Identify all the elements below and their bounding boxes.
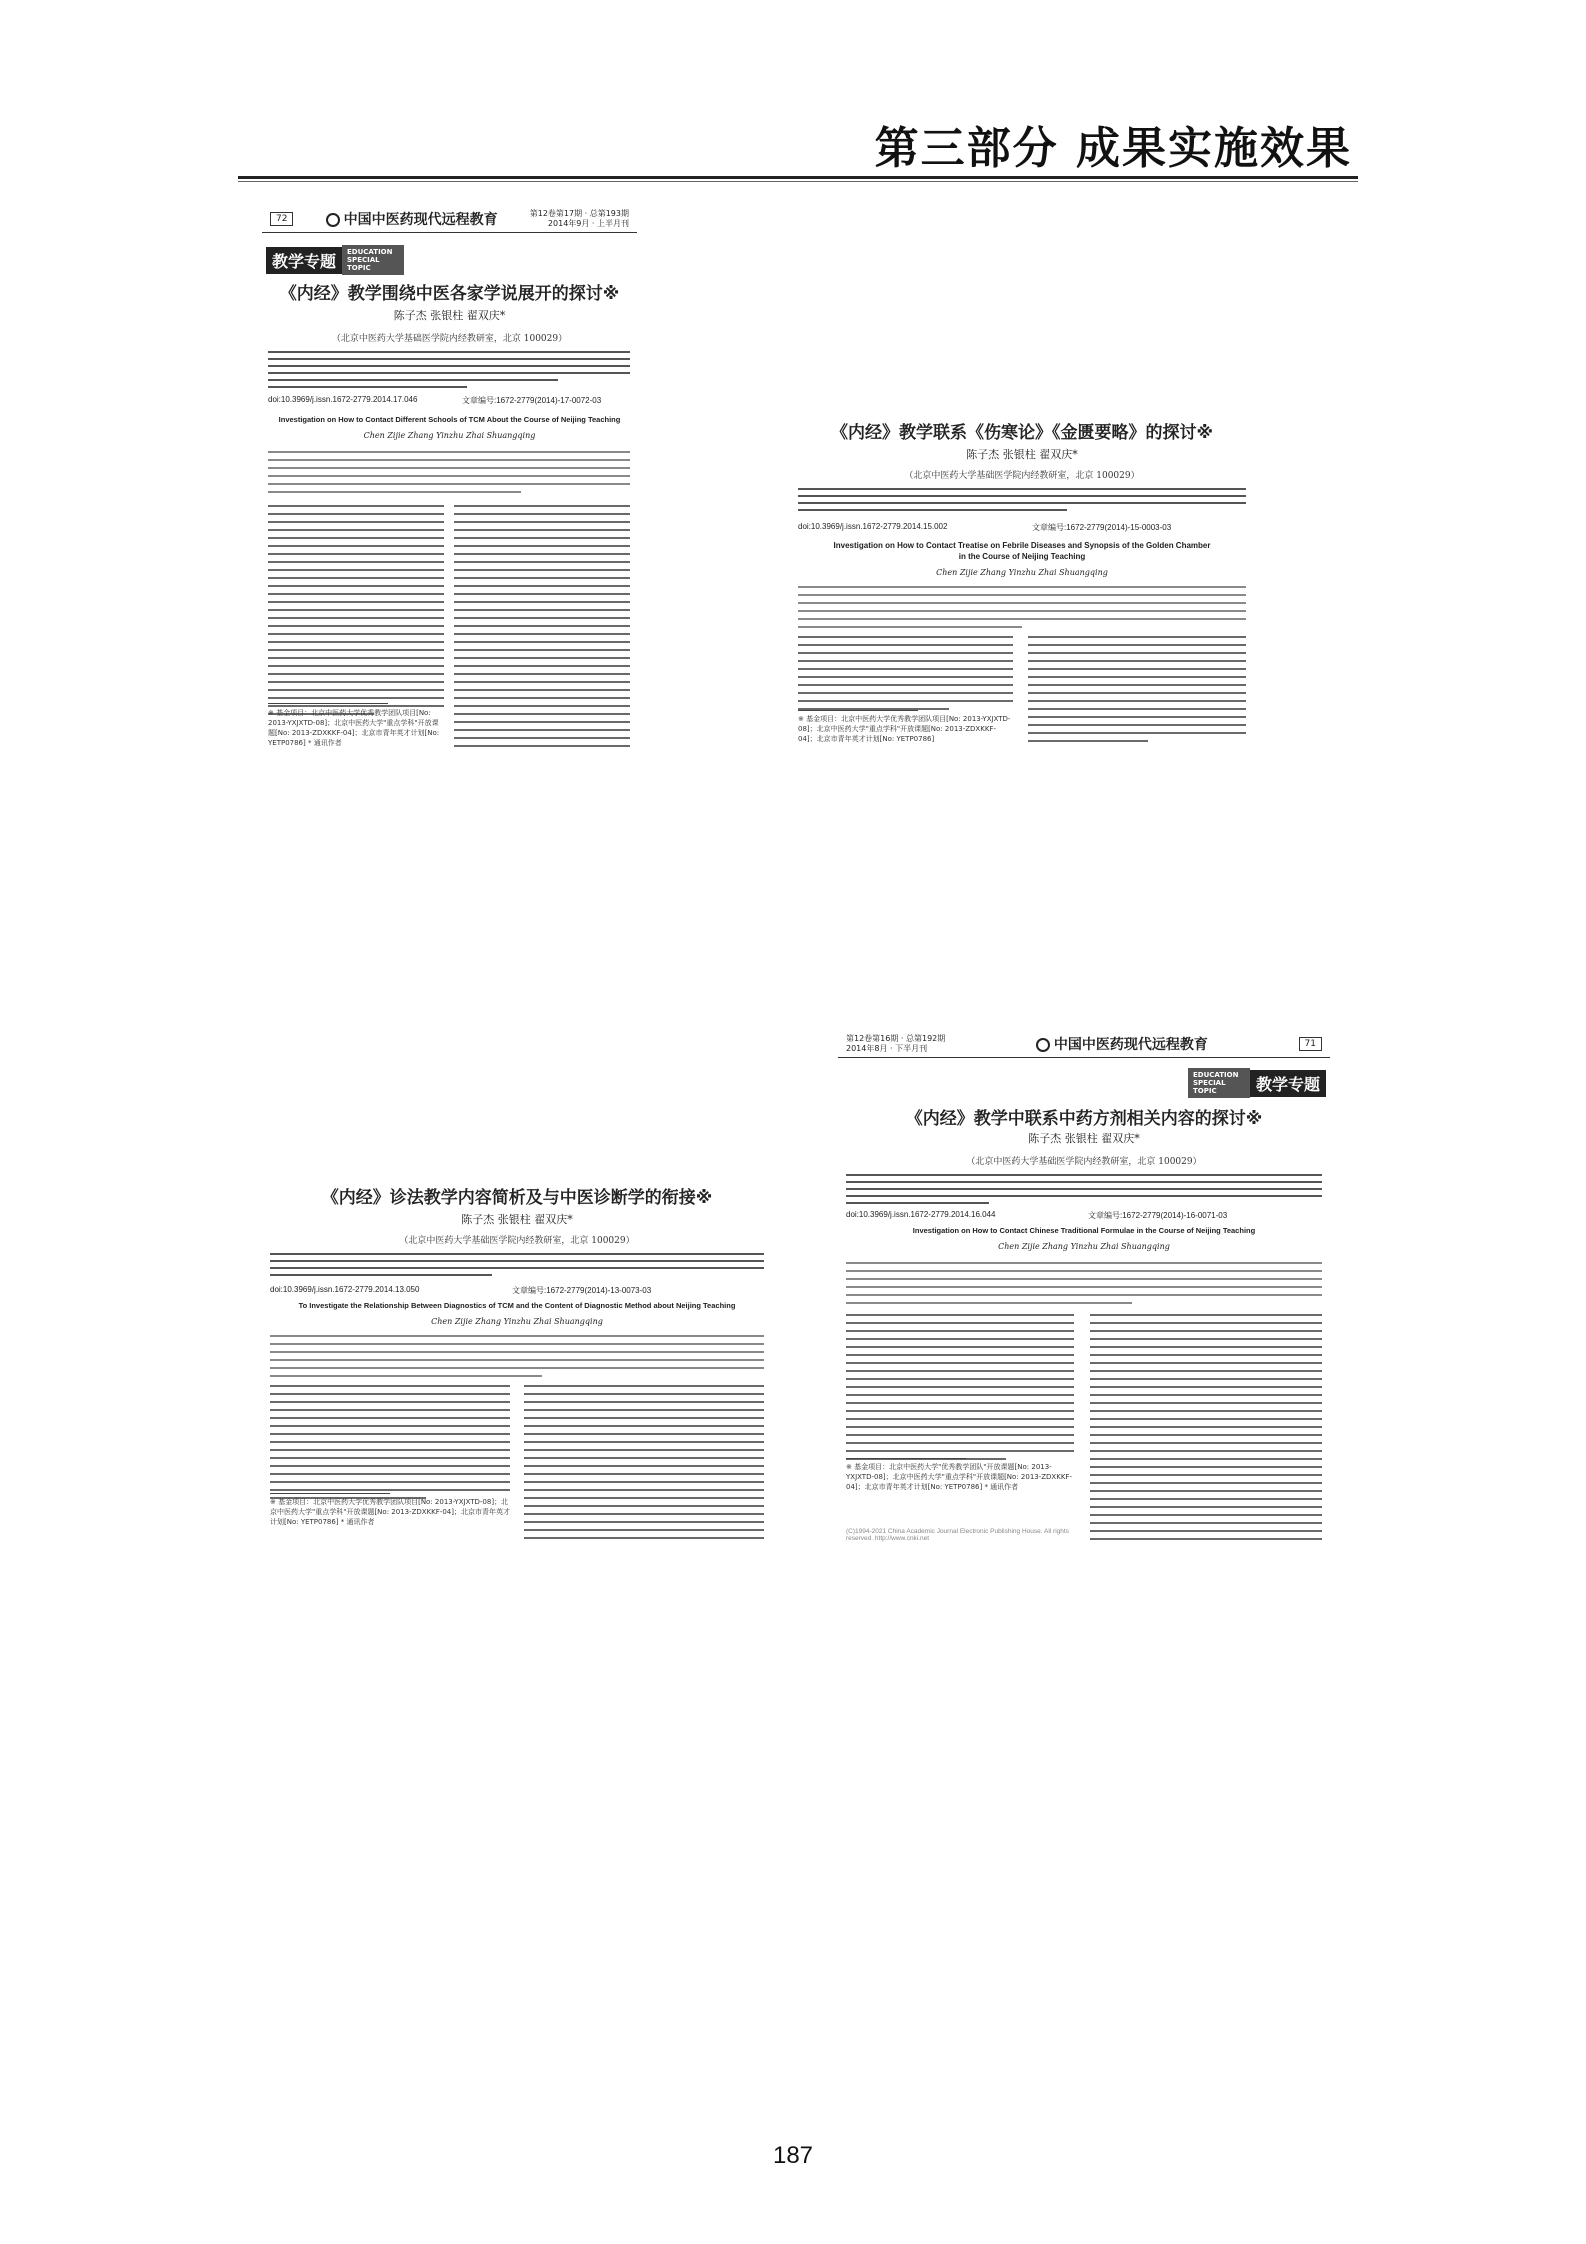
- english-abstract: [270, 1335, 764, 1383]
- english-abstract: [268, 451, 630, 499]
- header-divider-thin: [238, 181, 1358, 182]
- article-authors: 陈子杰 张银柱 翟双庆*: [393, 309, 506, 322]
- abstract-text: [268, 351, 630, 393]
- topic-tag-zh: 教学专题: [266, 247, 342, 274]
- article-id: 文章编号:1672-2779(2014)-13-0073-03: [512, 1286, 652, 1295]
- topic-tag: [1188, 1068, 1326, 1098]
- issue-info: [846, 1034, 945, 1054]
- footnote: ※ 基金项目：北京中医药大学优秀教学团队项目[No: 2013-YXJXTD-08]；北京中医药大学"重点学科"开放课题[No: 2013-ZDXKKF-04]；北京市青年英才计划[No: YETP0786] * 通讯作者: [270, 1498, 510, 1526]
- copyright-line: (C)1994-2021 China Academic Journal Electronic Publishing House. All rights reserved. http://www.cnki.net: [846, 1528, 1069, 1542]
- article-doi: doi:10.3969/j.issn.1672-2779.2014.15.002: [798, 522, 948, 531]
- journal-logo-icon: [1036, 1038, 1050, 1052]
- article-authors: 陈子杰 张银柱 翟双庆*: [1028, 1132, 1140, 1145]
- footnote: ※ 基金项目：北京中医药大学"优秀教学团队"开放课题[No: 2013-YXJXTD-08]；北京中医药大学"重点学科"开放课题[No: 2013-ZDXKKF-04]；北京市青年英才计划[No: YETP0786] * 通讯作者: [846, 1463, 1072, 1491]
- article-affiliation: （北京中医药大学基础医学院内经教研室，北京 100029）: [904, 471, 1140, 481]
- footnote-divider: [798, 710, 918, 711]
- english-title: Investigation on How to Contact Treatise on Febrile Diseases and Synopsis of the Golden Chamber in the Course of Neijing Teaching: [833, 541, 1211, 561]
- english-abstract: [846, 1262, 1322, 1310]
- english-authors: Chen Zijie Zhang Yinzhu Zhai Shuangqing: [431, 1317, 603, 1326]
- article-id: 文章编号:1672-2779(2014)-16-0071-03: [1088, 1211, 1228, 1220]
- article-title: 《内经》教学围绕中医各家学说展开的探讨※: [279, 284, 620, 304]
- article-authors: 陈子杰 张银柱 翟双庆*: [461, 1213, 573, 1226]
- body-column-left: [798, 636, 1013, 716]
- english-title: Investigation on How to Contact Different Schools of TCM About the Course of Neijing Teaching: [278, 415, 621, 424]
- article-authors: 陈子杰 张银柱 翟双庆*: [966, 448, 1078, 461]
- footnote: ※ 基金项目：北京中医药大学优秀教学团队项目[No: 2013-YXJXTD-08]；北京中医药大学"重点学科"开放课题[No: 2013-ZDXKKF-04]；北京市青年英才计划[No: YETP0786] * 通讯作者: [268, 709, 440, 747]
- english-authors: Chen Zijie Zhang Yinzhu Zhai Shuangqing: [936, 568, 1108, 577]
- english-abstract: [798, 586, 1246, 634]
- topic-tag-en: EDUCATION SPECIAL TOPIC: [342, 245, 404, 275]
- footnote-divider: [846, 1458, 966, 1459]
- footnote: ※ 基金项目：北京中医药大学优秀教学团队项目[No: 2013-YXJXTD-08]；北京中医药大学"重点学科"开放课题[No: 2013-ZDXKKF-04]；北京市青年英才计划[No: YETP0786]: [798, 715, 1011, 743]
- issue-info: [530, 209, 629, 229]
- body-column-left: [270, 1385, 510, 1505]
- article-id: 文章编号:1672-2779(2014)-15-0003-03: [1032, 523, 1172, 532]
- article-doi: doi:10.3969/j.issn.1672-2779.2014.16.044: [846, 1210, 996, 1219]
- journal-logo: [293, 209, 529, 229]
- article-scan-3: [262, 1175, 772, 1540]
- footnote-divider: [268, 703, 388, 704]
- header-divider: [238, 176, 1358, 179]
- article-scan-4: [838, 1030, 1330, 1550]
- article-title: 《内经》诊法教学内容简析及与中医诊断学的衔接※: [321, 1188, 713, 1208]
- article-doi: doi:10.3969/j.issn.1672-2779.2014.13.050: [270, 1285, 420, 1294]
- article-id: 文章编号:1672-2779(2014)-17-0072-03: [462, 396, 602, 405]
- abstract-text: [846, 1174, 1322, 1209]
- article-affiliation: （北京中医药大学基础医学院内经教研室，北京 100029）: [966, 1157, 1202, 1167]
- journal-logo-icon: [326, 213, 340, 227]
- journal-header: [838, 1030, 1330, 1058]
- body-column-right: [524, 1385, 764, 1540]
- journal-name: 中国中医药现代远程教育: [1053, 1036, 1208, 1053]
- abstract-text: [270, 1253, 764, 1281]
- english-title: Investigation on How to Contact Chinese Traditional Formulae in the Course of Neijing Teaching: [912, 1226, 1256, 1235]
- journal-logo: [945, 1034, 1298, 1054]
- english-authors: Chen Zijie Zhang Yinzhu Zhai Shuangqing: [998, 1242, 1170, 1251]
- section-title: 第三部分 成果实施效果: [874, 123, 1352, 174]
- topic-tag-en: EDUCATION SPECIAL TOPIC: [1188, 1068, 1250, 1098]
- issue-line-2: 2014年9月 · 上半月刊: [547, 218, 629, 228]
- page-number: 187: [772, 2142, 814, 2169]
- journal-page-number: 72: [270, 212, 293, 226]
- english-title: To Investigate the Relationship Between Diagnostics of TCM and the Content of Diagnostic Method about Neijing Teaching: [298, 1301, 736, 1310]
- body-column-right: [454, 505, 630, 750]
- article-scan-2: [792, 410, 1252, 755]
- article-affiliation: （北京中医药大学基础医学院内经教研室，北京 100029）: [331, 334, 568, 344]
- issue-line-1: 第12卷第17期 · 总第193期: [529, 208, 629, 218]
- article-title: 《内经》教学中联系中药方剂相关内容的探讨※: [905, 1109, 1263, 1129]
- body-column-right: [1090, 1314, 1322, 1546]
- article-scan-1: [262, 205, 637, 750]
- article-title: 《内经》教学联系《伤寒论》《金匮要略》的探讨※: [830, 423, 1214, 443]
- abstract-text: [798, 488, 1246, 516]
- english-authors: Chen Zijie Zhang Yinzhu Zhai Shuangqing: [363, 431, 536, 440]
- body-column-left: [846, 1314, 1074, 1466]
- journal-page-number: 71: [1299, 1037, 1322, 1051]
- topic-tag-zh: 教学专题: [1250, 1070, 1326, 1097]
- footnote-divider: [270, 1493, 390, 1494]
- journal-name: 中国中医药现代远程教育: [343, 211, 498, 228]
- article-doi: doi:10.3969/j.issn.1672-2779.2014.17.046: [268, 395, 418, 404]
- issue-line-1: 第12卷第16期 · 总第192期: [846, 1033, 946, 1043]
- journal-header: [262, 205, 637, 233]
- article-affiliation: （北京中医药大学基础医学院内经教研室，北京 100029）: [399, 1236, 635, 1246]
- body-column-left: [268, 505, 444, 721]
- topic-tag: [266, 245, 404, 275]
- issue-line-2: 2014年8月 · 下半月刊: [846, 1043, 928, 1053]
- body-column-right: [1028, 636, 1246, 748]
